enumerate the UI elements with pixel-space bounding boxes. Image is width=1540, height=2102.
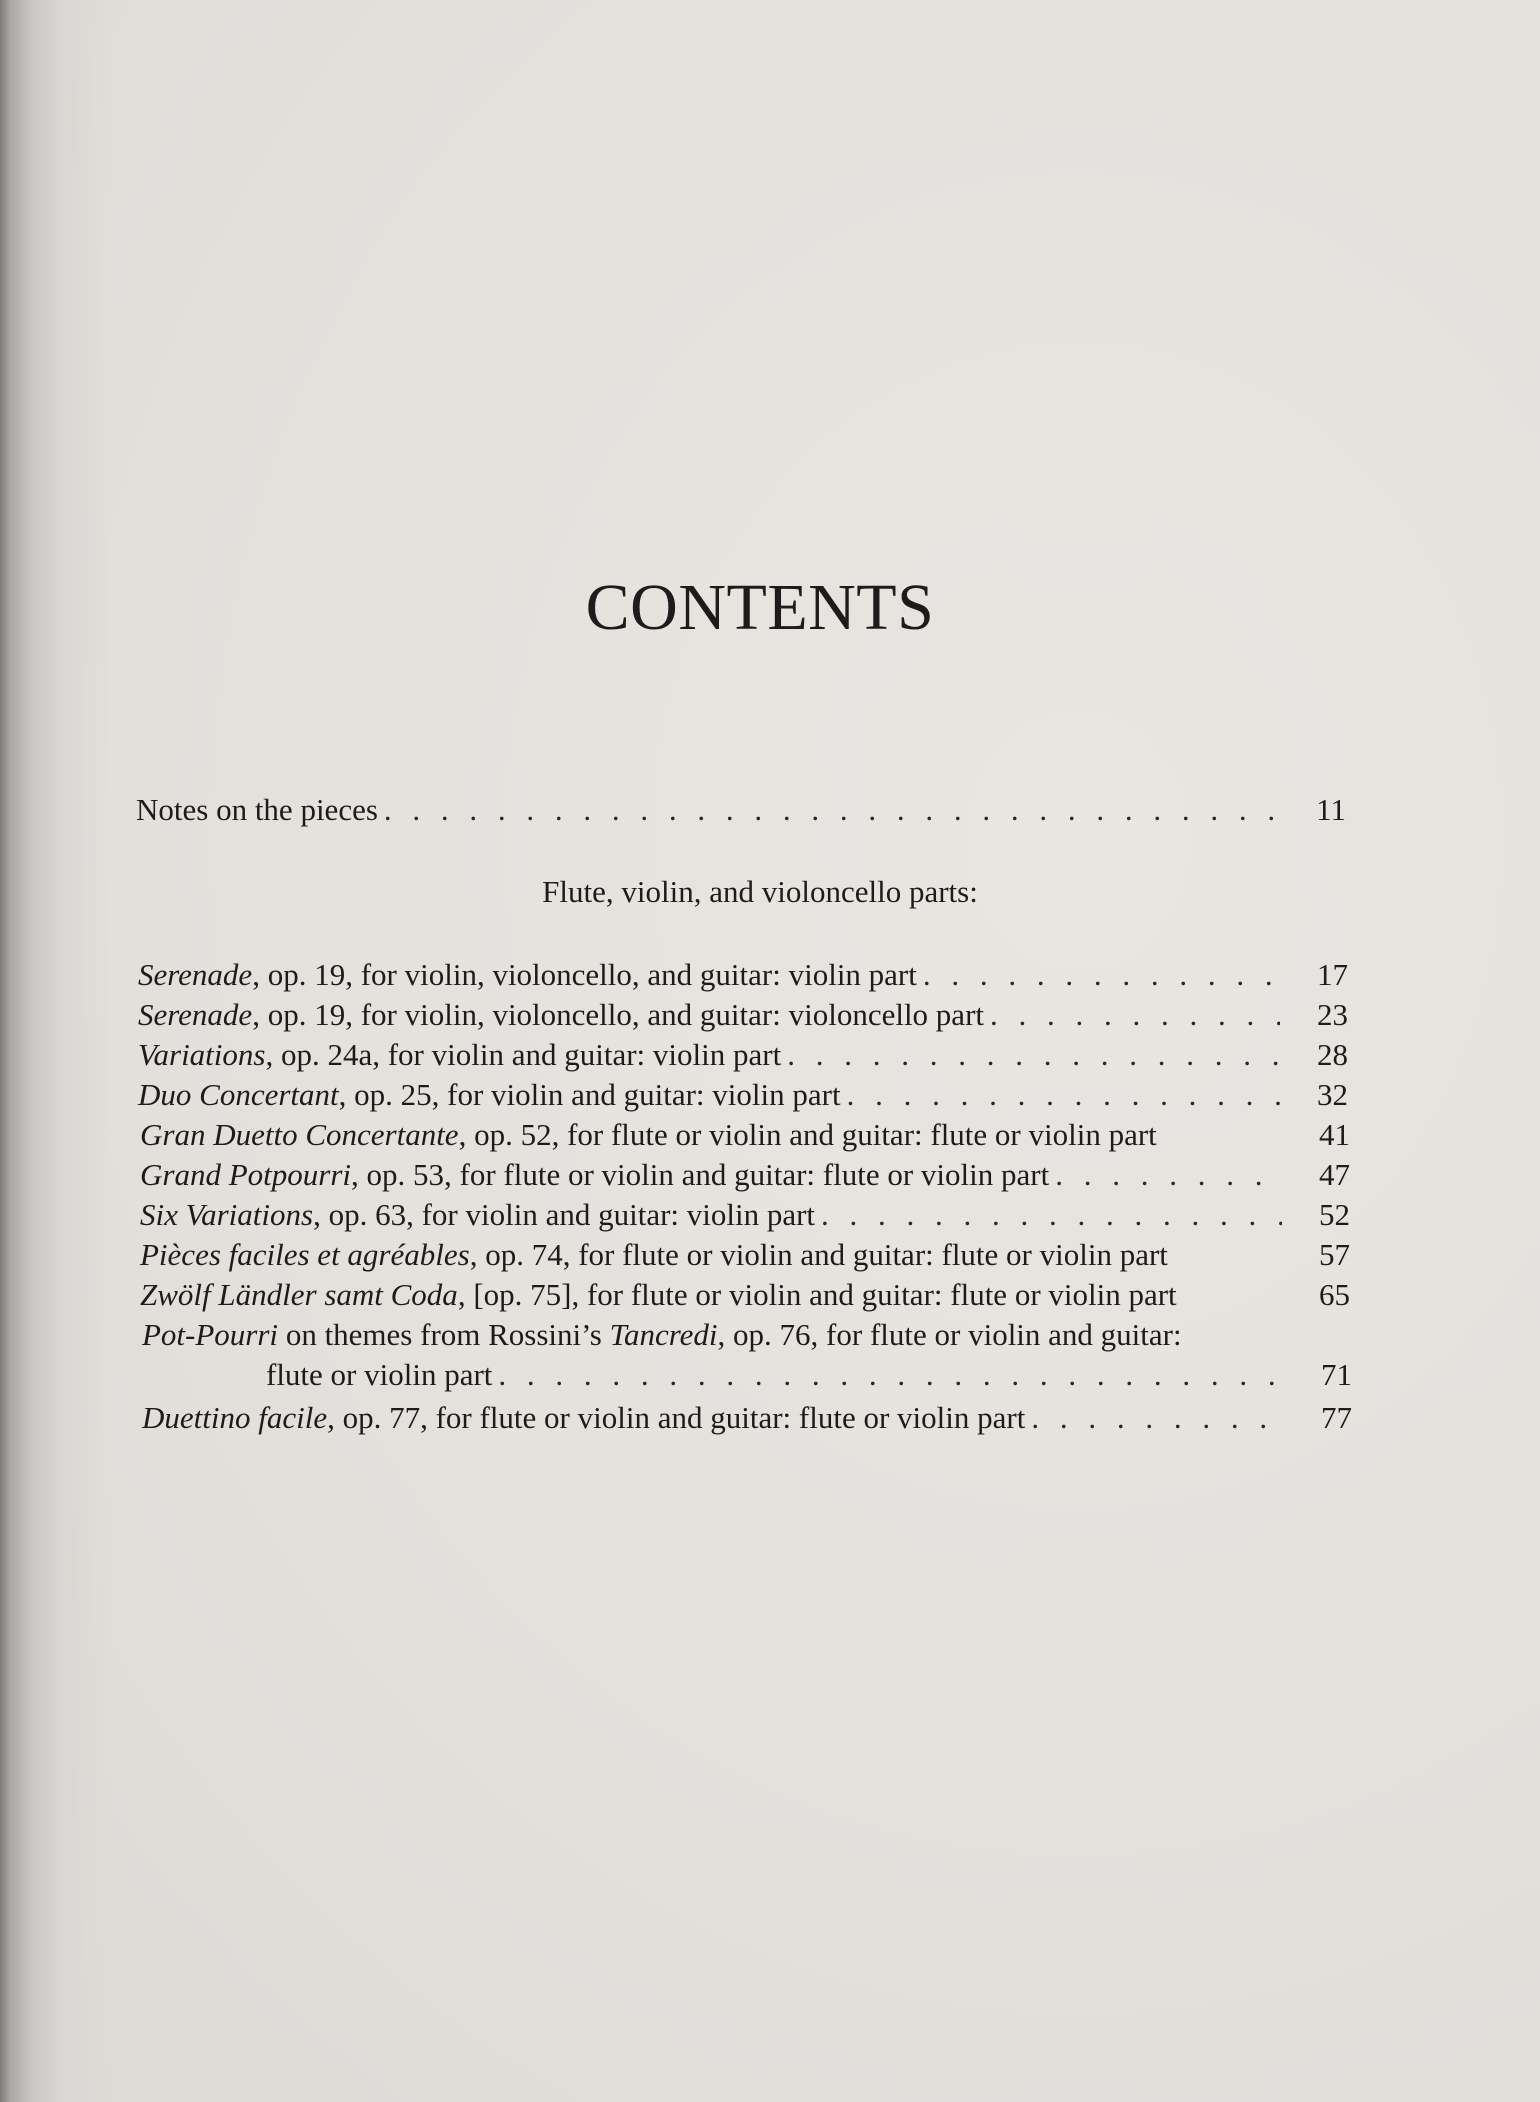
entry-page-number: 65	[1319, 1277, 1350, 1312]
work-description: , op. 52, for flute or violin and guitar: flute or violin part	[458, 1117, 1157, 1152]
work-title: Grand Potpourri	[140, 1157, 351, 1192]
entry-label: Notes on the pieces	[136, 792, 378, 827]
work-description: , op. 19, for violin, violoncello, and guitar: violin part	[252, 957, 917, 992]
entry-page-number: 17	[1317, 957, 1348, 992]
work-title: Gran Duetto Concertante	[140, 1117, 459, 1152]
work-description: , op. 53, for flute or violin and guitar: flute or violin part	[351, 1157, 1050, 1192]
dot-leader	[1031, 1398, 1284, 1438]
dot-leader	[990, 995, 1280, 1035]
work-description: , op. 77, for flute or violin and guitar: flute or violin part	[327, 1400, 1026, 1435]
work-title: Duo Concertant	[138, 1077, 339, 1112]
entry-page-number: 47	[1319, 1157, 1350, 1192]
entry-page-number: 32	[1317, 1077, 1348, 1112]
entry-page-number: 41	[1319, 1117, 1350, 1152]
work-title: Serenade	[138, 997, 253, 1032]
entry-page-number: 11	[1316, 792, 1346, 827]
work-description: , op. 24a, for violin and guitar: violin part	[265, 1037, 782, 1072]
entry-page-number: 57	[1319, 1237, 1350, 1272]
toc-entry	[140, 1235, 1350, 1275]
toc-entry	[140, 1155, 1350, 1195]
work-description: , op. 19, for violin, violoncello, and guitar: violoncello part	[252, 997, 985, 1032]
entry-page-number: 23	[1317, 997, 1348, 1032]
dot-leader	[498, 1355, 1284, 1395]
section-heading: Flute, violin, and violoncello parts:	[542, 874, 978, 909]
toc-entry	[140, 1275, 1350, 1315]
work-title: Duettino facile	[142, 1400, 328, 1435]
toc-entry	[138, 1035, 1348, 1075]
toc-entry	[140, 1195, 1350, 1235]
work-description: on themes from Rossini’s	[278, 1317, 610, 1352]
toc-entry	[142, 1398, 1352, 1438]
work-title: Six Variations	[140, 1197, 314, 1232]
work-title: Serenade	[138, 957, 253, 992]
work-title: Pièces faciles et agréables	[140, 1237, 470, 1272]
toc-entry	[142, 1315, 1352, 1355]
work-description: flute or violin part	[266, 1357, 493, 1392]
toc-entry	[138, 955, 1348, 995]
work-title: Pot-Pourri	[142, 1317, 279, 1352]
toc-entry	[138, 995, 1348, 1035]
toc-entry-continuation	[142, 1355, 1352, 1395]
entry-page-number: 71	[1321, 1357, 1352, 1392]
work-description: , op. 25, for violin and guitar: violin part	[338, 1077, 841, 1112]
dot-leader	[1055, 1155, 1282, 1195]
toc-entry	[140, 1115, 1350, 1155]
dot-leader	[384, 790, 1274, 830]
work-description: , op. 76, for flute or violin and guitar:	[717, 1317, 1182, 1352]
entry-page-number: 52	[1319, 1197, 1350, 1232]
entry-page-number: 28	[1317, 1037, 1348, 1072]
opera-title: Tancredi	[609, 1317, 718, 1352]
work-description: , [op. 75], for flute or violin and guitar: flute or violin part	[457, 1277, 1177, 1312]
work-description: , op. 63, for violin and guitar: violin part	[313, 1197, 816, 1232]
work-description: , op. 74, for flute or violin and guitar: flute or violin part	[469, 1237, 1168, 1272]
dot-leader	[821, 1195, 1282, 1235]
toc-entry	[138, 1075, 1348, 1115]
work-title: Variations	[138, 1037, 266, 1072]
page-title: CONTENTS	[585, 571, 935, 644]
dot-leader	[847, 1075, 1280, 1115]
dot-leader	[923, 955, 1280, 995]
entry-page-number: 77	[1321, 1400, 1352, 1435]
toc-entry-notes	[136, 790, 1346, 830]
work-title: Zwölf Ländler samt Coda	[140, 1277, 458, 1312]
dot-leader	[787, 1035, 1280, 1075]
